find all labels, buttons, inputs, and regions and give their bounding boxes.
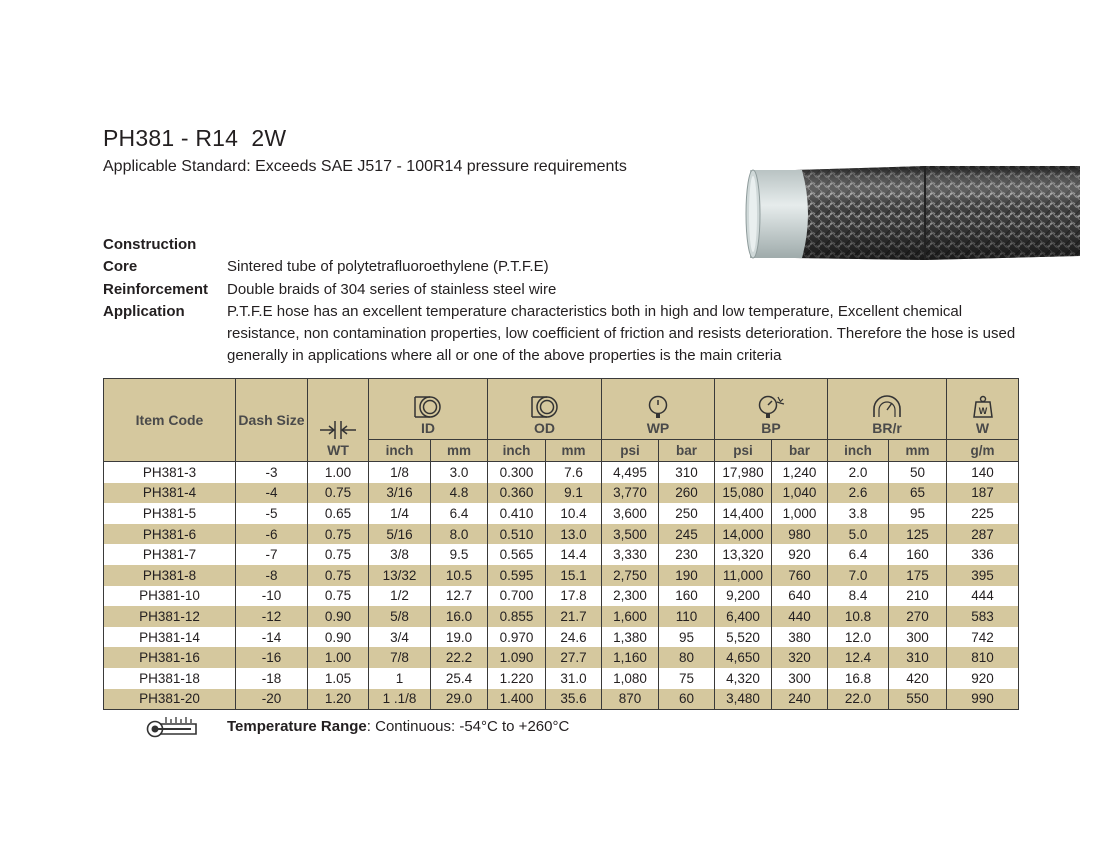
table-cell: 187 — [947, 483, 1019, 504]
svg-text:W: W — [978, 406, 987, 416]
table-cell: 1.220 — [488, 668, 546, 689]
table-cell: -6 — [236, 524, 308, 545]
table-cell: 15.1 — [546, 565, 602, 586]
table-cell: 0.90 — [308, 606, 369, 627]
table-cell: 0.75 — [308, 586, 369, 607]
table-cell: 0.75 — [308, 483, 369, 504]
table-cell: 22.2 — [431, 647, 488, 668]
table-cell: 6.4 — [828, 544, 889, 565]
table-cell: 14,000 — [715, 524, 772, 545]
table-row — [104, 647, 1019, 668]
table-cell: 1 .1/8 — [369, 689, 431, 710]
table-cell: PH381-14 — [104, 627, 236, 648]
header-br — [828, 379, 947, 440]
construction-row-core — [103, 256, 1023, 278]
unit-cell: inch — [488, 440, 546, 462]
table-cell: 1,160 — [602, 647, 659, 668]
table-cell: 240 — [772, 689, 828, 710]
table-cell: 10.5 — [431, 565, 488, 586]
table-cell: 13/32 — [369, 565, 431, 586]
applicable-standard: Applicable Standard: Exceeds SAE J517 - 100R14 pressure requirements — [103, 158, 627, 175]
table-cell: 3,600 — [602, 503, 659, 524]
burst-gauge-icon — [756, 395, 786, 419]
table-cell: 5/8 — [369, 606, 431, 627]
table-cell: 60 — [659, 689, 715, 710]
unit-cell: psi — [715, 440, 772, 462]
pressure-gauge-icon — [646, 395, 670, 419]
table-cell: 6,400 — [715, 606, 772, 627]
table-cell: 3/8 — [369, 544, 431, 565]
wall-thickness-icon — [318, 419, 358, 441]
table-cell: 1,040 — [772, 483, 828, 504]
table-cell: 0.75 — [308, 524, 369, 545]
table-row — [104, 606, 1019, 627]
table-cell: PH381-7 — [104, 544, 236, 565]
header-bp-label: BP — [761, 420, 781, 436]
unit-cell: bar — [659, 440, 715, 462]
table-cell: 160 — [889, 544, 947, 565]
construction-label: Reinforcement — [103, 280, 209, 298]
table-cell: 1.00 — [308, 647, 369, 668]
table-cell: 550 — [889, 689, 947, 710]
table-cell: PH381-6 — [104, 524, 236, 545]
table-cell: 990 — [947, 689, 1019, 710]
temperature-value: Continuous: -54°C to +260°C — [370, 717, 570, 735]
table-cell: 0.700 — [488, 586, 546, 607]
table-cell: 12.7 — [431, 586, 488, 607]
table-cell: 175 — [889, 565, 947, 586]
unit-cell: mm — [889, 440, 947, 462]
table-cell: 35.6 — [546, 689, 602, 710]
table-cell: -3 — [236, 462, 308, 483]
table-cell: 245 — [659, 524, 715, 545]
table-cell: 8.4 — [828, 586, 889, 607]
unit-cell: inch — [828, 440, 889, 462]
table-cell: 2,300 — [602, 586, 659, 607]
table-cell: 1,240 — [772, 462, 828, 483]
header-wt — [308, 379, 369, 462]
table-cell: 742 — [947, 627, 1019, 648]
table-cell: 3.8 — [828, 503, 889, 524]
table-cell: 0.510 — [488, 524, 546, 545]
table-cell: 640 — [772, 586, 828, 607]
table-cell: 140 — [947, 462, 1019, 483]
construction-section — [103, 234, 1023, 368]
table-cell: 1 — [369, 668, 431, 689]
table-cell: PH381-8 — [104, 565, 236, 586]
table-cell: 4,320 — [715, 668, 772, 689]
spec-table-body — [104, 462, 1019, 710]
table-row — [104, 627, 1019, 648]
table-cell: 25.4 — [431, 668, 488, 689]
spec-table — [103, 378, 1019, 710]
header-wp-label: WP — [646, 420, 670, 436]
page-title: PH381 - R14 2W — [103, 125, 287, 151]
table-cell: 225 — [947, 503, 1019, 524]
table-cell: 1.20 — [308, 689, 369, 710]
table-cell: 300 — [889, 627, 947, 648]
table-cell: 22.0 — [828, 689, 889, 710]
table-cell: 260 — [659, 483, 715, 504]
table-cell: -8 — [236, 565, 308, 586]
table-cell: 3/16 — [369, 483, 431, 504]
table-cell: -7 — [236, 544, 308, 565]
table-cell: PH381-10 — [104, 586, 236, 607]
table-cell: PH381-20 — [104, 689, 236, 710]
table-row — [104, 565, 1019, 586]
table-cell: 310 — [889, 647, 947, 668]
unit-cell: mm — [431, 440, 488, 462]
unit-cell: psi — [602, 440, 659, 462]
temperature-range — [145, 713, 569, 739]
table-cell: 31.0 — [546, 668, 602, 689]
header-id — [369, 379, 488, 440]
table-cell: 11,000 — [715, 565, 772, 586]
table-cell: 8.0 — [431, 524, 488, 545]
table-cell: 810 — [947, 647, 1019, 668]
temperature-label: Temperature Range — [227, 717, 367, 735]
table-cell: 1/2 — [369, 586, 431, 607]
table-cell: 287 — [947, 524, 1019, 545]
table-cell: 3,770 — [602, 483, 659, 504]
table-cell: -20 — [236, 689, 308, 710]
table-cell: 320 — [772, 647, 828, 668]
construction-row-reinforcement — [103, 279, 1023, 301]
table-cell: PH381-4 — [104, 483, 236, 504]
table-cell: 0.90 — [308, 627, 369, 648]
table-cell: 3,330 — [602, 544, 659, 565]
table-cell: 1.00 — [308, 462, 369, 483]
table-cell: 920 — [772, 544, 828, 565]
table-cell: 110 — [659, 606, 715, 627]
table-row — [104, 524, 1019, 545]
table-cell: 14,400 — [715, 503, 772, 524]
table-cell: 10.4 — [546, 503, 602, 524]
table-cell: 29.0 — [431, 689, 488, 710]
header-w — [947, 379, 1019, 440]
table-cell: -4 — [236, 483, 308, 504]
table-cell: 1/4 — [369, 503, 431, 524]
table-cell: 0.595 — [488, 565, 546, 586]
table-cell: 444 — [947, 586, 1019, 607]
unit-cell: inch — [369, 440, 431, 462]
table-cell: 3.0 — [431, 462, 488, 483]
weight-icon — [972, 395, 994, 419]
table-cell: -5 — [236, 503, 308, 524]
header-od — [488, 379, 602, 440]
outer-diameter-icon — [529, 395, 561, 419]
table-cell: 380 — [772, 627, 828, 648]
construction-value: Sintered tube of polytetrafluoroethylene (P.T.F.E) — [227, 258, 549, 276]
table-cell: 3,480 — [715, 689, 772, 710]
table-cell: 583 — [947, 606, 1019, 627]
table-cell: 9.1 — [546, 483, 602, 504]
table-row — [104, 689, 1019, 710]
table-cell: 0.360 — [488, 483, 546, 504]
table-cell: 7.6 — [546, 462, 602, 483]
table-cell: 1,000 — [772, 503, 828, 524]
unit-cell: mm — [546, 440, 602, 462]
table-cell: 4,495 — [602, 462, 659, 483]
table-cell: 10.8 — [828, 606, 889, 627]
table-cell: 160 — [659, 586, 715, 607]
table-cell: 0.300 — [488, 462, 546, 483]
table-cell: 17,980 — [715, 462, 772, 483]
table-cell: 336 — [947, 544, 1019, 565]
unit-cell: g/m — [947, 440, 1019, 462]
table-cell: 80 — [659, 647, 715, 668]
table-cell: 0.75 — [308, 544, 369, 565]
header-w-label: W — [975, 420, 990, 436]
temperature-colon: : — [366, 717, 371, 735]
construction-row-application — [103, 301, 1023, 368]
table-cell: 3/4 — [369, 627, 431, 648]
table-cell: PH381-16 — [104, 647, 236, 668]
table-cell: 190 — [659, 565, 715, 586]
table-cell: 440 — [772, 606, 828, 627]
table-cell: 270 — [889, 606, 947, 627]
table-cell: 310 — [659, 462, 715, 483]
table-row — [104, 503, 1019, 524]
header-id-label: ID — [421, 420, 435, 436]
table-cell: 0.970 — [488, 627, 546, 648]
table-cell: 95 — [659, 627, 715, 648]
table-cell: 50 — [889, 462, 947, 483]
table-cell: 95 — [889, 503, 947, 524]
table-cell: 19.0 — [431, 627, 488, 648]
table-cell: 65 — [889, 483, 947, 504]
table-cell: 7.0 — [828, 565, 889, 586]
table-cell: 4.8 — [431, 483, 488, 504]
table-cell: 4,650 — [715, 647, 772, 668]
table-cell: 250 — [659, 503, 715, 524]
table-cell: 1,600 — [602, 606, 659, 627]
table-cell: 395 — [947, 565, 1019, 586]
table-cell: 0.75 — [308, 565, 369, 586]
table-cell: 15,080 — [715, 483, 772, 504]
table-cell: 1/8 — [369, 462, 431, 483]
table-cell: -10 — [236, 586, 308, 607]
table-cell: 125 — [889, 524, 947, 545]
table-cell: PH381-3 — [104, 462, 236, 483]
table-cell: 16.0 — [431, 606, 488, 627]
table-row — [104, 462, 1019, 483]
table-cell: 27.7 — [546, 647, 602, 668]
table-row — [104, 544, 1019, 565]
table-cell: PH381-12 — [104, 606, 236, 627]
table-cell: -14 — [236, 627, 308, 648]
table-cell: 300 — [772, 668, 828, 689]
header-bp — [715, 379, 828, 440]
table-cell: 2.0 — [828, 462, 889, 483]
thermometer-icon — [145, 713, 199, 739]
table-cell: -16 — [236, 647, 308, 668]
table-cell: 1.05 — [308, 668, 369, 689]
table-cell: 12.4 — [828, 647, 889, 668]
table-cell: 16.8 — [828, 668, 889, 689]
table-cell: 210 — [889, 586, 947, 607]
table-cell: 230 — [659, 544, 715, 565]
header-od-label: OD — [534, 420, 555, 436]
table-cell: 2.6 — [828, 483, 889, 504]
unit-cell: bar — [772, 440, 828, 462]
table-cell: 75 — [659, 668, 715, 689]
table-cell: 14.4 — [546, 544, 602, 565]
table-row — [104, 586, 1019, 607]
table-cell: 1.090 — [488, 647, 546, 668]
table-cell: 13.0 — [546, 524, 602, 545]
table-cell: 1,080 — [602, 668, 659, 689]
construction-value: Double braids of 304 series of stainless steel wire — [227, 280, 557, 298]
construction-value: P.T.F.E hose has an excellent temperature characteristics both in high and low temperature, Excellent chemical resistance, non contamination properties, low coefficient of friction and resists deterioration. Therefore the hose is used generally in applications where all or one of the above properties is the main criteria — [227, 302, 1016, 365]
table-cell: 920 — [947, 668, 1019, 689]
bend-radius-icon — [870, 395, 904, 419]
table-cell: 980 — [772, 524, 828, 545]
table-cell: 7/8 — [369, 647, 431, 668]
table-cell: PH381-5 — [104, 503, 236, 524]
table-cell: 17.8 — [546, 586, 602, 607]
header-item-code: Item Code — [104, 379, 236, 462]
table-cell: -12 — [236, 606, 308, 627]
table-cell: 13,320 — [715, 544, 772, 565]
table-cell: 2,750 — [602, 565, 659, 586]
table-cell: 870 — [602, 689, 659, 710]
table-cell: 21.7 — [546, 606, 602, 627]
header-br-label: BR/r — [872, 420, 902, 436]
table-cell: -18 — [236, 668, 308, 689]
table-cell: 3,500 — [602, 524, 659, 545]
table-cell: 760 — [772, 565, 828, 586]
table-cell: 24.6 — [546, 627, 602, 648]
table-cell: 5/16 — [369, 524, 431, 545]
table-cell: 0.410 — [488, 503, 546, 524]
table-row — [104, 483, 1019, 504]
table-cell: 9.5 — [431, 544, 488, 565]
table-cell: 1,380 — [602, 627, 659, 648]
construction-label: Core — [103, 258, 138, 276]
table-cell: 0.65 — [308, 503, 369, 524]
table-cell: 0.565 — [488, 544, 546, 565]
table-cell: 5,520 — [715, 627, 772, 648]
header-wt-label: WT — [327, 442, 349, 458]
construction-heading: Construction — [103, 236, 197, 253]
table-cell: 9,200 — [715, 586, 772, 607]
table-cell: 5.0 — [828, 524, 889, 545]
table-row — [104, 668, 1019, 689]
table-cell: 12.0 — [828, 627, 889, 648]
header-dash-size: Dash Size — [236, 379, 308, 462]
table-cell: 1.400 — [488, 689, 546, 710]
inner-diameter-icon — [412, 395, 444, 419]
construction-label: Application — [103, 302, 185, 320]
table-cell: 6.4 — [431, 503, 488, 524]
table-cell: 420 — [889, 668, 947, 689]
table-cell: PH381-18 — [104, 668, 236, 689]
table-cell: 0.855 — [488, 606, 546, 627]
header-wp — [602, 379, 715, 440]
